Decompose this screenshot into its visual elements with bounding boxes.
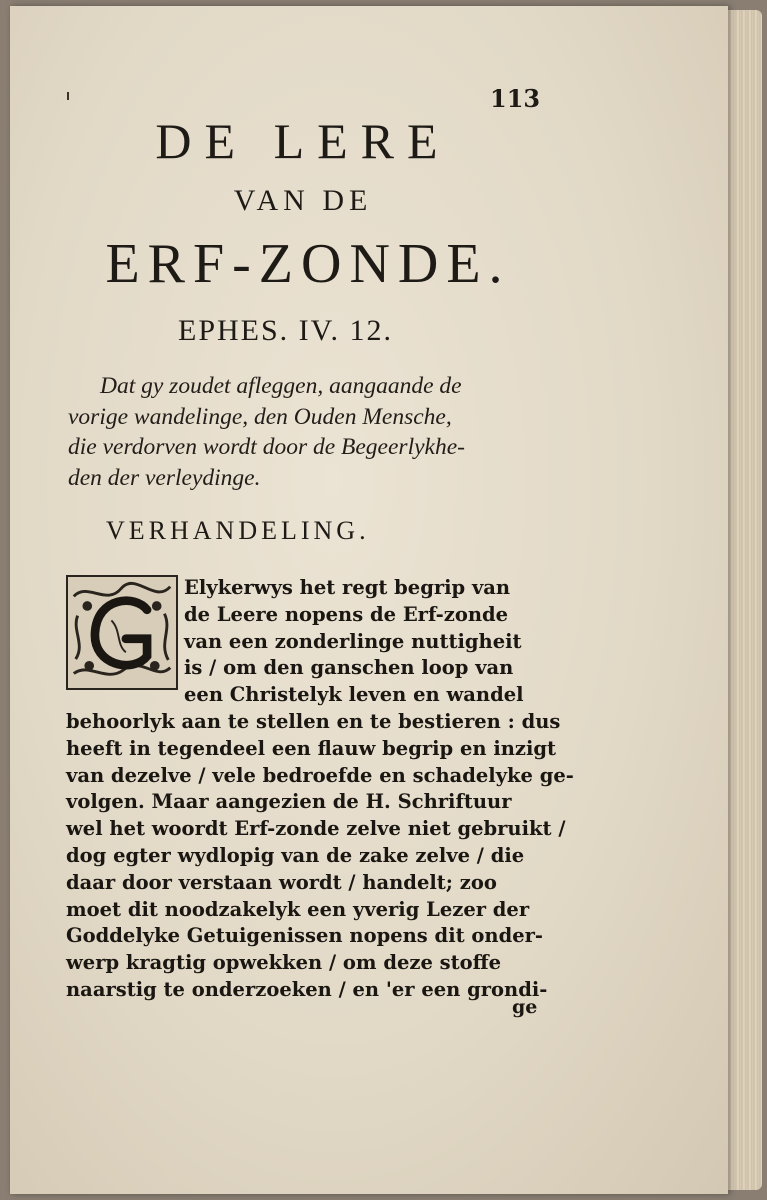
catchword: ge — [512, 996, 538, 1018]
body-line: moet dit noodzakelyk een yverig Lezer der — [66, 897, 530, 921]
quote-line: die verdorven wordt door de Begeerlykhe- — [68, 434, 465, 460]
body-line: van een zonderlinge nuttigheit — [184, 629, 522, 653]
title-line-2: VAN DE — [233, 184, 373, 217]
body-line: naarstig te onderzoeken / en 'er een grondi- — [66, 977, 548, 1001]
body-line: volgen. Maar aangezien de H. Schriftuur — [66, 790, 512, 814]
body-line: daar door verstaan wordt / handelt; zoo — [66, 870, 497, 894]
body-line: dog egter wydlopig van de zake zelve / die — [66, 843, 525, 867]
scripture-reference: EPHES. IV. 12. — [178, 314, 393, 347]
title-line-3: ERF-ZONDE. — [105, 233, 511, 295]
body-line: behoorlyk aan te stellen en te bestieren : dus — [66, 709, 561, 733]
page-edge — [722, 10, 762, 1190]
body-line: werp kragtig opwekken / om deze stoffe — [66, 951, 502, 975]
scripture-quote — [68, 371, 538, 493]
body-line: Goddelyke Getuigenissen nopens dit onder- — [66, 924, 543, 948]
body-line: de Leere nopens de Erf-zonde — [184, 602, 509, 626]
body-line: van dezelve / vele bedroefde en schadelyke ge- — [66, 763, 574, 787]
body-line: Elykerwys het regt begrip van — [184, 576, 511, 599]
decorated-initial-ornament — [68, 577, 176, 688]
body-line: een Christelyk leven en wandel — [184, 683, 524, 707]
body-line: heeft in tegendeel een flauw begrip en inzigt — [66, 736, 557, 760]
quote-line: Dat gy zoudet afleggen, aangaande de — [100, 373, 462, 399]
decorated-initial — [66, 575, 178, 690]
margin-mark — [67, 92, 69, 100]
quote-line: den der verleydinge. — [68, 464, 261, 491]
quote-line: vorige wandelinge, den Ouden Mensche, — [68, 403, 452, 430]
body-line: wel het woordt Erf-zonde zelve niet gebruikt / — [66, 817, 566, 841]
body-line: is / om den ganschen loop van — [184, 656, 514, 680]
page-number: 113 — [490, 84, 541, 113]
section-heading: VERHANDELING. — [106, 516, 370, 545]
title-line-1: DE LERE — [155, 113, 451, 169]
